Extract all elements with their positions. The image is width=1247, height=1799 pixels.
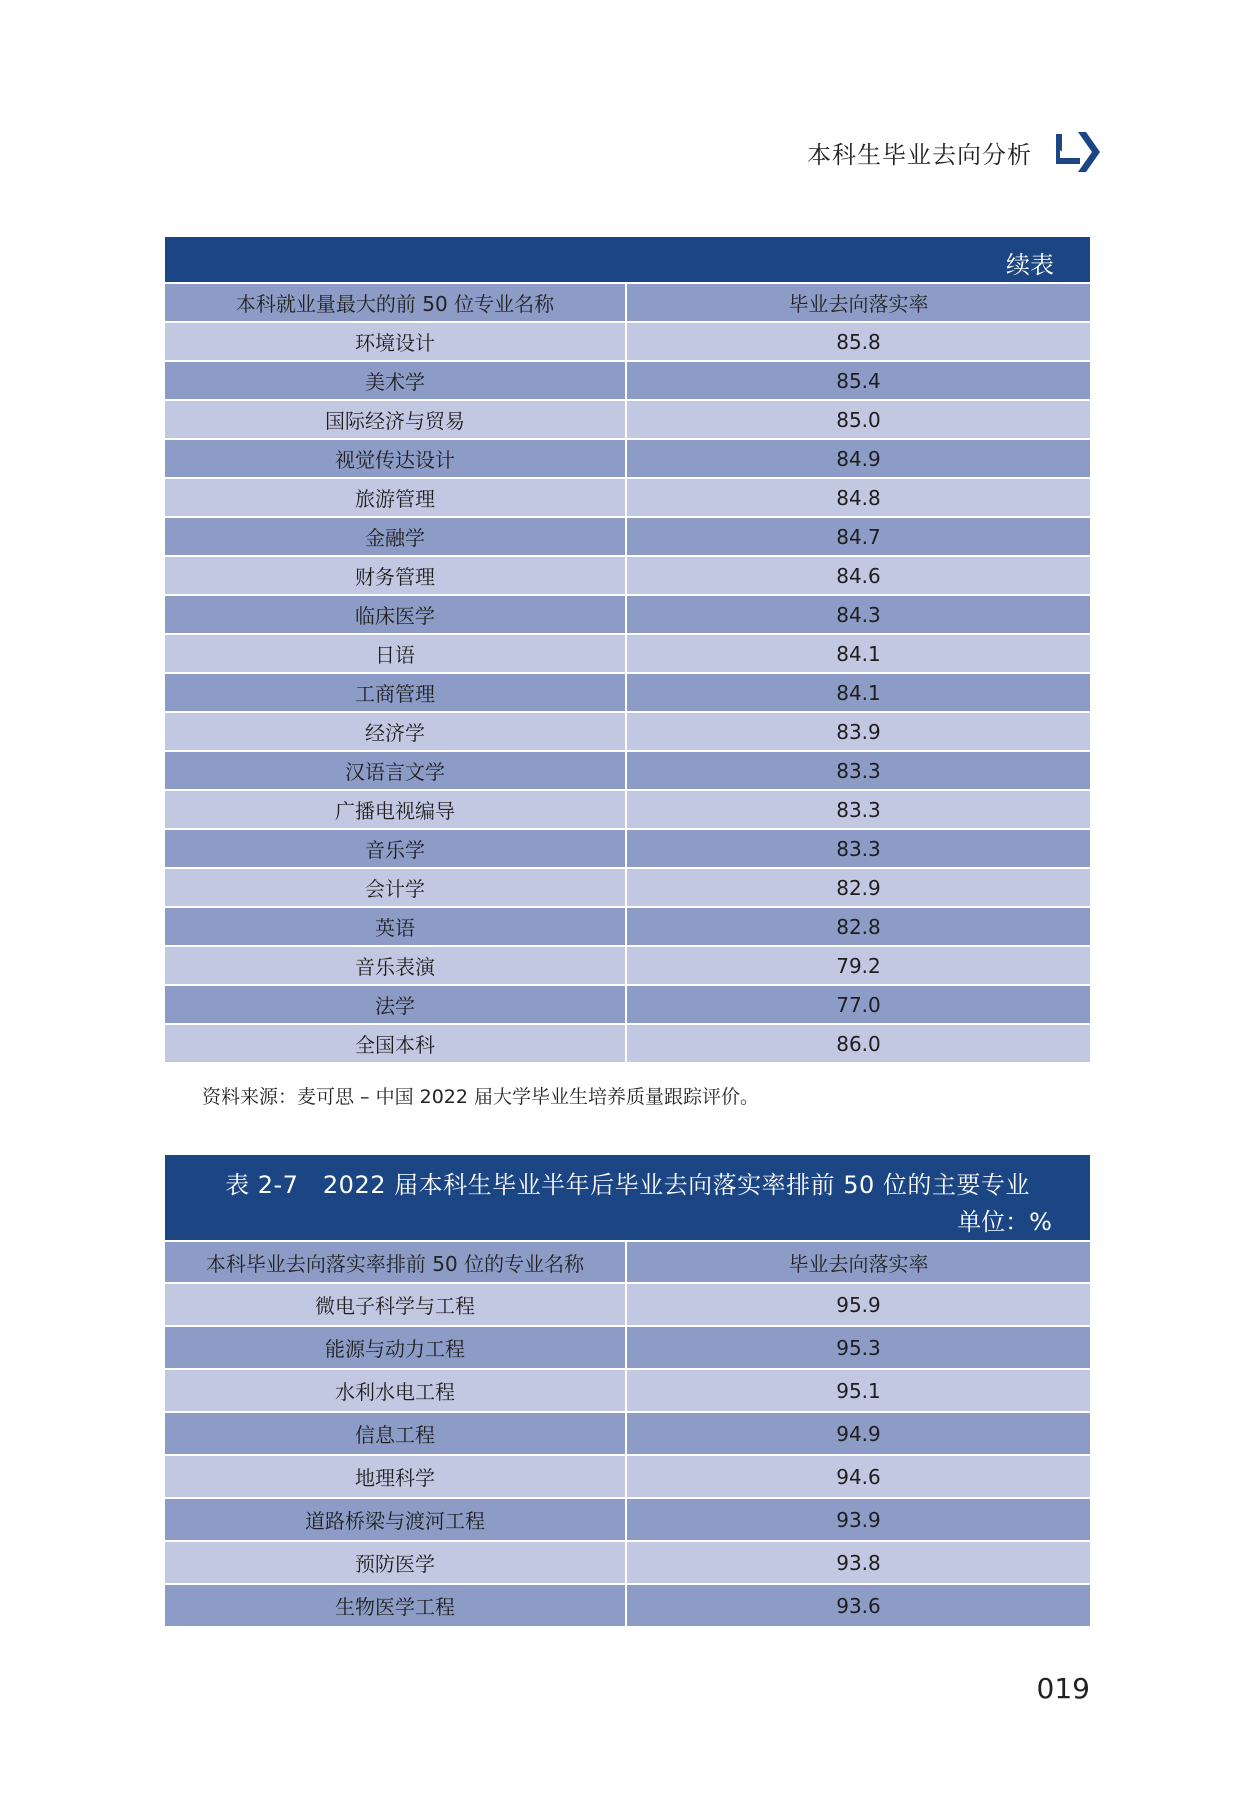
major-name-cell: 道路桥梁与渡河工程 xyxy=(165,1498,626,1541)
rate-cell: 77.0 xyxy=(626,985,1090,1024)
table-row xyxy=(165,673,1090,712)
table-row xyxy=(165,1498,1090,1541)
table-row xyxy=(165,1541,1090,1584)
major-name-cell: 美术学 xyxy=(165,361,626,400)
table-row xyxy=(165,751,1090,790)
table-row xyxy=(165,1412,1090,1455)
table-row xyxy=(165,634,1090,673)
major-name-cell: 工商管理 xyxy=(165,673,626,712)
major-name-cell: 预防医学 xyxy=(165,1541,626,1584)
major-name-cell: 日语 xyxy=(165,634,626,673)
rate-cell: 83.3 xyxy=(626,751,1090,790)
continued-label: 续表 xyxy=(1006,251,1054,279)
major-name-cell: 视觉传达设计 xyxy=(165,439,626,478)
major-name-cell: 会计学 xyxy=(165,868,626,907)
data-table-1 xyxy=(165,282,1090,1062)
column-header-rate: 毕业去向落实率 xyxy=(626,283,1090,322)
major-name-cell: 水利水电工程 xyxy=(165,1369,626,1412)
table-row xyxy=(165,517,1090,556)
table-body xyxy=(165,1283,1090,1626)
rate-cell: 85.8 xyxy=(626,322,1090,361)
table-row xyxy=(165,790,1090,829)
rate-cell: 84.3 xyxy=(626,595,1090,634)
table-row xyxy=(165,946,1090,985)
source-note: 资料来源：麦可思 – 中国 2022 届大学毕业生培养质量跟踪评价。 xyxy=(202,1086,760,1108)
table-row xyxy=(165,439,1090,478)
rate-cell: 94.9 xyxy=(626,1412,1090,1455)
rate-cell: 95.3 xyxy=(626,1326,1090,1369)
major-name-cell: 法学 xyxy=(165,985,626,1024)
rate-cell: 83.9 xyxy=(626,712,1090,751)
table-row xyxy=(165,1584,1090,1626)
rate-cell: 95.9 xyxy=(626,1283,1090,1326)
major-name-cell: 经济学 xyxy=(165,712,626,751)
major-name-cell: 音乐表演 xyxy=(165,946,626,985)
rate-cell: 79.2 xyxy=(626,946,1090,985)
table-row xyxy=(165,556,1090,595)
unit-label: 单位：% xyxy=(957,1208,1052,1236)
rate-cell: 82.8 xyxy=(626,907,1090,946)
major-name-cell: 金融学 xyxy=(165,517,626,556)
table-row xyxy=(165,1369,1090,1412)
table-continued xyxy=(165,237,1090,1062)
table-row xyxy=(165,361,1090,400)
rate-cell: 84.7 xyxy=(626,517,1090,556)
major-name-cell: 地理科学 xyxy=(165,1455,626,1498)
page-header xyxy=(807,128,1106,176)
table-row xyxy=(165,712,1090,751)
table-row xyxy=(165,1024,1090,1062)
major-name-cell: 全国本科 xyxy=(165,1024,626,1062)
major-name-cell: 国际经济与贸易 xyxy=(165,400,626,439)
major-name-cell: 旅游管理 xyxy=(165,478,626,517)
chapter-logo-icon xyxy=(1052,128,1106,176)
rate-cell: 93.8 xyxy=(626,1541,1090,1584)
rate-cell: 84.6 xyxy=(626,556,1090,595)
column-header-rate: 毕业去向落实率 xyxy=(626,1241,1090,1283)
rate-cell: 82.9 xyxy=(626,868,1090,907)
rate-cell: 85.4 xyxy=(626,361,1090,400)
table-title: 表 2-7 2022 届本科生毕业半年后毕业去向落实率排前 50 位的主要专业 xyxy=(225,1171,1030,1199)
rate-cell: 84.1 xyxy=(626,673,1090,712)
major-name-cell: 英语 xyxy=(165,907,626,946)
table-header-row xyxy=(165,283,1090,322)
table-header-row xyxy=(165,1241,1090,1283)
major-name-cell: 临床医学 xyxy=(165,595,626,634)
major-name-cell: 环境设计 xyxy=(165,322,626,361)
rate-cell: 86.0 xyxy=(626,1024,1090,1062)
table-banner xyxy=(165,1155,1090,1240)
major-name-cell: 汉语言文学 xyxy=(165,751,626,790)
table-body xyxy=(165,322,1090,1062)
rate-cell: 94.6 xyxy=(626,1455,1090,1498)
column-header-major: 本科就业量最大的前 50 位专业名称 xyxy=(165,283,626,322)
data-table-2 xyxy=(165,1240,1090,1626)
table-row xyxy=(165,400,1090,439)
major-name-cell: 微电子科学与工程 xyxy=(165,1283,626,1326)
major-name-cell: 生物医学工程 xyxy=(165,1584,626,1626)
rate-cell: 95.1 xyxy=(626,1369,1090,1412)
rate-cell: 93.9 xyxy=(626,1498,1090,1541)
major-name-cell: 广播电视编导 xyxy=(165,790,626,829)
table-row xyxy=(165,322,1090,361)
page-number: 019 xyxy=(1036,1672,1090,1705)
table-row xyxy=(165,1455,1090,1498)
table-row xyxy=(165,907,1090,946)
table-row xyxy=(165,1326,1090,1369)
rate-cell: 93.6 xyxy=(626,1584,1090,1626)
table-row xyxy=(165,829,1090,868)
table-row xyxy=(165,595,1090,634)
table-2-7 xyxy=(165,1155,1090,1626)
major-name-cell: 财务管理 xyxy=(165,556,626,595)
major-name-cell: 信息工程 xyxy=(165,1412,626,1455)
major-name-cell: 音乐学 xyxy=(165,829,626,868)
rate-cell: 85.0 xyxy=(626,400,1090,439)
table-banner xyxy=(165,237,1090,282)
rate-cell: 84.9 xyxy=(626,439,1090,478)
table-row xyxy=(165,1283,1090,1326)
major-name-cell: 能源与动力工程 xyxy=(165,1326,626,1369)
table-row xyxy=(165,985,1090,1024)
rate-cell: 84.1 xyxy=(626,634,1090,673)
rate-cell: 84.8 xyxy=(626,478,1090,517)
rate-cell: 83.3 xyxy=(626,829,1090,868)
chapter-title: 本科生毕业去向分析 xyxy=(807,140,1032,169)
table-row xyxy=(165,478,1090,517)
rate-cell: 83.3 xyxy=(626,790,1090,829)
column-header-major: 本科毕业去向落实率排前 50 位的专业名称 xyxy=(165,1241,626,1283)
table-row xyxy=(165,868,1090,907)
